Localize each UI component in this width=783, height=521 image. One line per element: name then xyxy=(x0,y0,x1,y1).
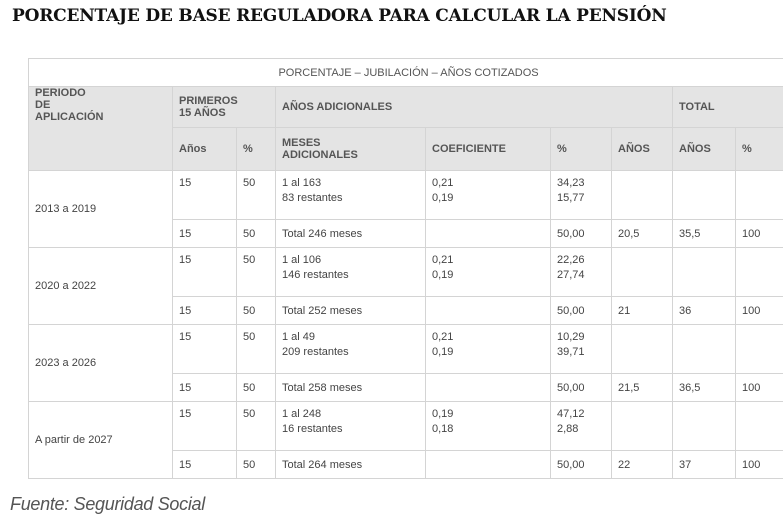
anos-cell: 15 xyxy=(173,220,237,248)
total-pct-cell xyxy=(736,402,783,451)
table-caption: PORCENTAJE – JUBILACIÓN – AÑOS COTIZADOS xyxy=(29,59,783,87)
anos2-cell xyxy=(612,402,673,451)
period-cell: 2013 a 2019 xyxy=(29,171,173,248)
table-row xyxy=(29,248,783,297)
anos-cell: 15 xyxy=(173,402,237,451)
total-pct-cell xyxy=(736,325,783,374)
anos-cell: 15 xyxy=(173,325,237,374)
pct-cell: 50 xyxy=(237,374,276,402)
coef-cell xyxy=(426,451,551,479)
table-row xyxy=(29,325,783,374)
anos-cell: 15 xyxy=(173,171,237,220)
table-row xyxy=(29,171,783,220)
total-pct-cell xyxy=(736,248,783,297)
pct-cell: 50 xyxy=(237,402,276,451)
anos-cell: 15 xyxy=(173,374,237,402)
subheader-pct2: % xyxy=(551,128,612,171)
anos2-cell: 21 xyxy=(612,297,673,325)
pct2-cell: 50,00 xyxy=(551,297,612,325)
pct-cell: 50 xyxy=(237,220,276,248)
pct2-cell: 50,00 xyxy=(551,374,612,402)
total-anos-cell xyxy=(673,325,736,374)
meses-cell: 1 al 163 83 restantes xyxy=(276,171,426,220)
anos2-cell xyxy=(612,171,673,220)
coef-cell xyxy=(426,374,551,402)
meses-cell: Total 258 meses xyxy=(276,374,426,402)
total-pct-cell: 100 xyxy=(736,374,783,402)
meses-cell: Total 246 meses xyxy=(276,220,426,248)
meses-cell: Total 252 meses xyxy=(276,297,426,325)
header-primeros-15: PRIMEROS 15 AÑOS xyxy=(173,87,276,128)
total-anos-cell: 37 xyxy=(673,451,736,479)
subheader-anos: Años xyxy=(173,128,237,171)
page-title: PORCENTAJE DE BASE REGULADORA PARA CALCULAR LA PENSIÓN xyxy=(12,6,667,26)
pct2-cell: 47,12 2,88 xyxy=(551,402,612,451)
total-anos-cell xyxy=(673,402,736,451)
anos2-cell: 21,5 xyxy=(612,374,673,402)
anos2-cell xyxy=(612,325,673,374)
pct2-cell: 22,26 27,74 xyxy=(551,248,612,297)
pct-cell: 50 xyxy=(237,451,276,479)
coef-cell xyxy=(426,220,551,248)
header-periodo: PERIODO DE APLICACIÓN xyxy=(29,87,173,171)
subheader-anos2: AÑOS xyxy=(612,128,673,171)
pct-cell: 50 xyxy=(237,297,276,325)
meses-cell: 1 al 106 146 restantes xyxy=(276,248,426,297)
total-pct-cell: 100 xyxy=(736,451,783,479)
total-pct-cell: 100 xyxy=(736,297,783,325)
pct-cell: 50 xyxy=(237,171,276,220)
total-anos-cell xyxy=(673,171,736,220)
total-anos-cell: 36 xyxy=(673,297,736,325)
source-note: Fuente: Seguridad Social xyxy=(10,494,205,514)
coef-cell: 0,21 0,19 xyxy=(426,248,551,297)
total-anos-cell: 35,5 xyxy=(673,220,736,248)
period-cell: 2023 a 2026 xyxy=(29,325,173,402)
header-total: TOTAL xyxy=(673,87,783,128)
pct-cell: 50 xyxy=(237,248,276,297)
meses-cell: 1 al 248 16 restantes xyxy=(276,402,426,451)
period-cell: A partir de 2027 xyxy=(29,402,173,479)
coef-cell: 0,19 0,18 xyxy=(426,402,551,451)
pct-cell: 50 xyxy=(237,325,276,374)
anos-cell: 15 xyxy=(173,248,237,297)
total-pct-cell xyxy=(736,171,783,220)
header-anos-adicionales: AÑOS ADICIONALES xyxy=(276,87,673,128)
total-anos-cell xyxy=(673,248,736,297)
anos2-cell: 20,5 xyxy=(612,220,673,248)
total-pct-cell: 100 xyxy=(736,220,783,248)
subheader-total-pct: % xyxy=(736,128,783,171)
coef-cell xyxy=(426,297,551,325)
anos2-cell xyxy=(612,248,673,297)
pct2-cell: 50,00 xyxy=(551,451,612,479)
pct2-cell: 34,23 15,77 xyxy=(551,171,612,220)
anos-cell: 15 xyxy=(173,451,237,479)
period-cell: 2020 a 2022 xyxy=(29,248,173,325)
subheader-total-anos: AÑOS xyxy=(673,128,736,171)
pct2-cell: 10,29 39,71 xyxy=(551,325,612,374)
subheader-pct: % xyxy=(237,128,276,171)
anos2-cell: 22 xyxy=(612,451,673,479)
subheader-meses: MESES ADICIONALES xyxy=(276,128,426,171)
meses-cell: 1 al 49 209 restantes xyxy=(276,325,426,374)
meses-cell: Total 264 meses xyxy=(276,451,426,479)
anos-cell: 15 xyxy=(173,297,237,325)
table-row xyxy=(29,402,783,451)
total-anos-cell: 36,5 xyxy=(673,374,736,402)
coef-cell: 0,21 0,19 xyxy=(426,171,551,220)
pct2-cell: 50,00 xyxy=(551,220,612,248)
subheader-coeficiente: COEFICIENTE xyxy=(426,128,551,171)
coef-cell: 0,21 0,19 xyxy=(426,325,551,374)
pension-percentage-table xyxy=(28,58,783,479)
